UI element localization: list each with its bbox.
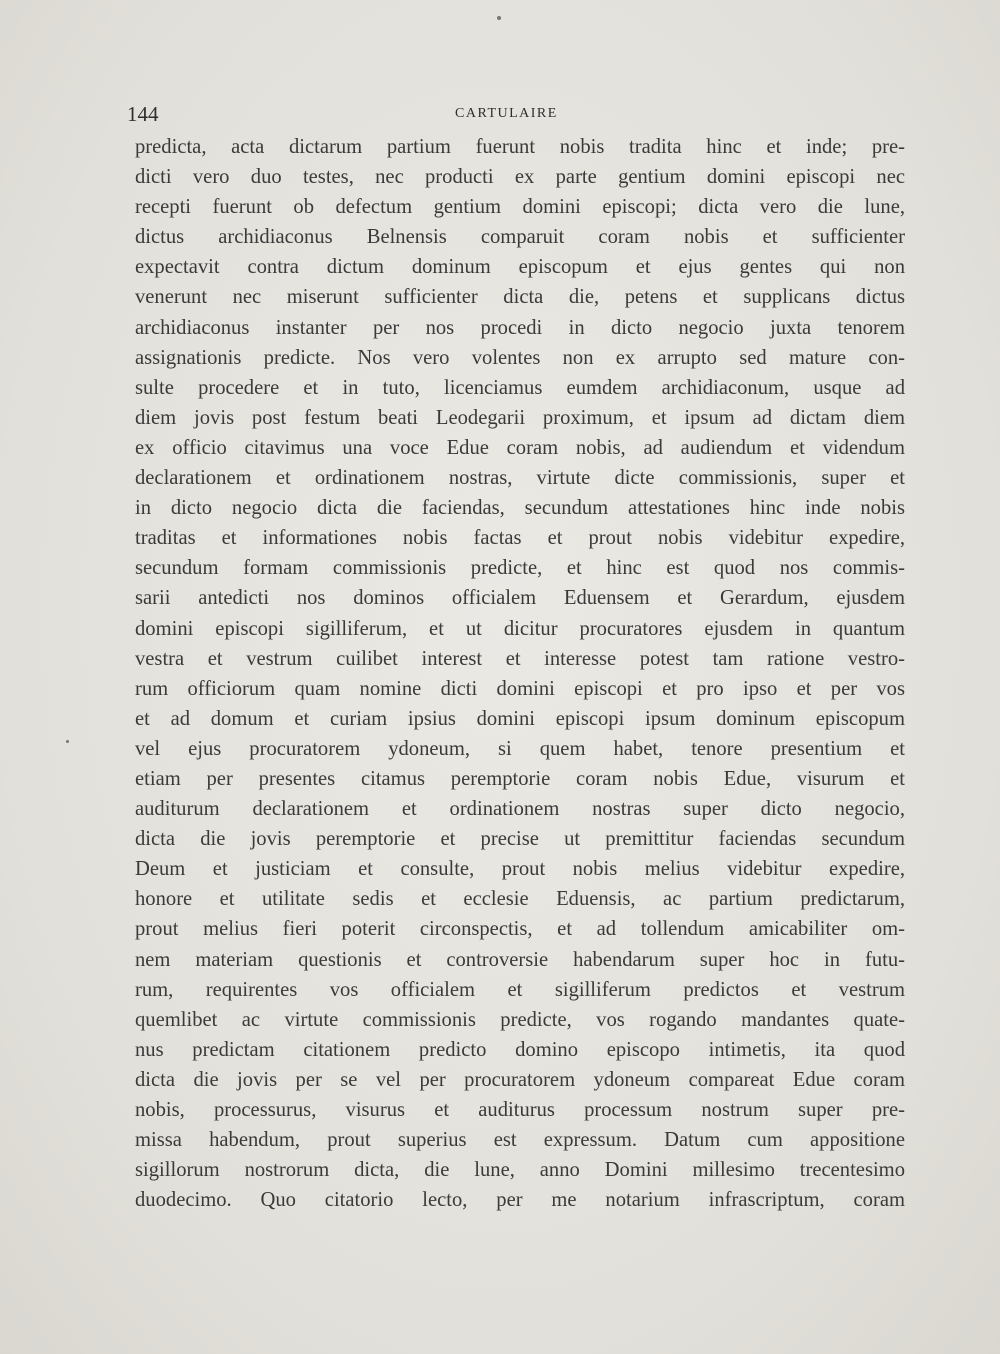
text-line: duodecimo. Quo citatorio lecto, per me notarium infrascriptum, coram xyxy=(135,1189,905,1212)
running-head: CARTULAIRE xyxy=(455,106,558,121)
text-line: ex officio citavimus una voce Edue coram nobis, ad audiendum et videndum xyxy=(135,436,905,459)
page-header xyxy=(127,100,907,130)
text-line: secundum formam commissionis predicte, et hinc est quod nos commis- xyxy=(135,557,905,580)
text-line: domini episcopi sigilliferum, et ut dicitur procuratores ejusdem in quantum xyxy=(135,617,905,640)
text-line: vel ejus procuratorem ydoneum, si quem habet, tenore presentium et xyxy=(135,737,905,760)
text-line: sulte procedere et in tuto, licenciamus eumdem archidiaconum, usque ad xyxy=(135,376,905,399)
text-line: nobis, processurus, visurus et auditurus processum nostrum super pre- xyxy=(135,1099,905,1121)
text-line: sigillorum nostrorum dicta, die lune, anno Domini millesimo trecentesimo xyxy=(135,1159,905,1182)
text-line: venerunt nec miserunt sufficienter dicta die, petens et supplicans dictus xyxy=(135,286,905,309)
text-line: recepti fuerunt ob defectum gentium domini episcopi; dicta vero die lune, xyxy=(135,196,905,219)
paper-speck xyxy=(497,16,501,20)
page-number: 144 xyxy=(127,102,159,126)
text-line: Deum et justiciam et consulte, prout nobis melius videbitur expedire, xyxy=(135,858,905,881)
text-line: assignationis predicte. Nos vero volentes non ex arrupto sed mature con- xyxy=(135,346,905,369)
text-line: missa habendum, prout superius est expressum. Datum cum appositione xyxy=(135,1129,905,1152)
text-line: etiam per presentes citamus peremptorie coram nobis Edue, visurum et xyxy=(135,767,905,790)
text-line: et ad domum et curiam ipsius domini episcopi ipsum dominum episcopum xyxy=(135,707,905,730)
text-line: sarii antedicti nos dominos officialem Eduensem et Gerardum, ejusdem xyxy=(135,587,905,610)
text-line: vestra et vestrum cuilibet interest et interesse potest tam ratione vestro- xyxy=(135,647,905,670)
text-line: predicta, acta dictarum partium fuerunt nobis tradita hinc et inde; pre- xyxy=(135,136,905,158)
text-line: diem jovis post festum beati Leodegarii proximum, et ipsum ad dictam diem xyxy=(135,406,905,429)
text-line: archidiaconus instanter per nos procedi in dicto negocio juxta tenorem xyxy=(135,316,905,339)
text-line: quemlibet ac virtute commissionis predicte, vos rogando mandantes quate- xyxy=(135,1008,905,1031)
text-line: in dicto negocio dicta die faciendas, secundum attestationes hinc inde nobis xyxy=(135,497,905,520)
paper-speck xyxy=(66,740,69,743)
body-text xyxy=(135,132,905,1215)
text-line: traditas et informationes nobis factas et prout nobis videbitur expedire, xyxy=(135,527,905,550)
text-line: nem materiam questionis et controversie habendarum super hoc in futu- xyxy=(135,948,905,971)
text-line: expectavit contra dictum dominum episcopum et ejus gentes qui non xyxy=(135,256,905,279)
text-line: dicta die jovis peremptorie et precise ut premittitur faciendas secundum xyxy=(135,828,905,851)
text-line: rum officiorum quam nomine dicti domini episcopi et pro ipso et per vos xyxy=(135,677,905,700)
text-line: declarationem et ordinationem nostras, virtute dicte commissionis, super et xyxy=(135,467,905,490)
text-line: nus predictam citationem predicto domino episcopo intimetis, ita quod xyxy=(135,1038,905,1061)
text-line: honore et utilitate sedis et ecclesie Eduensis, ac partium predictarum, xyxy=(135,888,905,911)
text-line: rum, requirentes vos officialem et sigilliferum predictos et vestrum xyxy=(135,978,905,1001)
text-line: dicta die jovis per se vel per procuratorem ydoneum compareat Edue coram xyxy=(135,1068,905,1091)
text-line: dictus archidiaconus Belnensis comparuit coram nobis et sufficienter xyxy=(135,226,905,249)
text-line: prout melius fieri poterit circonspectis, et ad tollendum amicabiliter om- xyxy=(135,918,905,941)
text-line: auditurum declarationem et ordinationem nostras super dicto negocio, xyxy=(135,798,905,821)
text-line: dicti vero duo testes, nec producti ex parte gentium domini episcopi nec xyxy=(135,166,905,189)
